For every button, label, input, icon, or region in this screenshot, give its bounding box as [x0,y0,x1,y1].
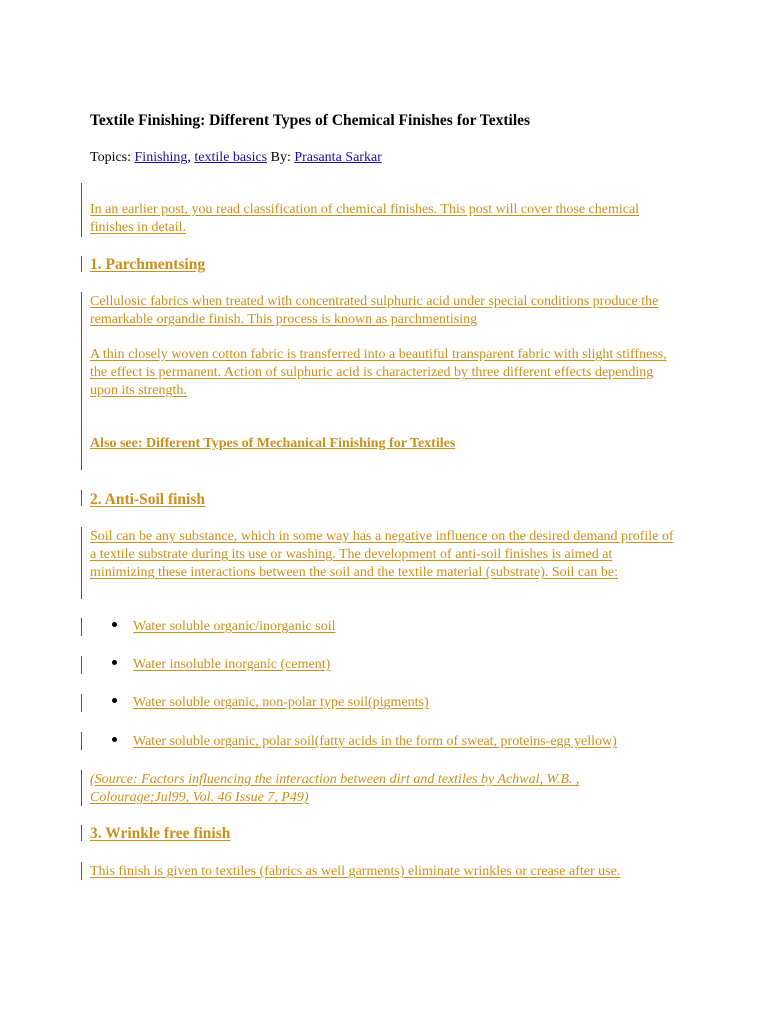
topics-line [90,150,382,166]
list-item [112,734,617,750]
list-item [112,657,330,673]
margin-bar [81,656,82,674]
bullet-icon [112,660,117,665]
parchmentising-paragraph-2 [90,346,680,400]
section-heading-parchmentising[interactable]: 1. Parchmentsing [90,256,206,273]
intro-paragraph [90,201,680,237]
margin-bar [81,256,82,272]
bullet-icon [112,698,117,703]
section-heading-anti-soil[interactable]: 2. Anti-Soil finish [90,491,205,508]
bullet-icon [112,737,117,742]
margin-bar [81,527,82,599]
intro-text[interactable]: In an earlier post, you read classification of chemical finishes. This post will cover those chemical finishes in detail. [90,202,640,235]
paragraph-text[interactable]: This finish is given to textiles (fabrics as well garments) eliminate wrinkles or crease after use. [90,864,621,879]
margin-bar [81,490,82,506]
topic-link-textile-basics[interactable]: textile basics [194,150,268,165]
also-see-link[interactable]: Also see: Different Types of Mechanical Finishing for Textiles [90,436,456,451]
margin-bar [81,183,82,237]
margin-bar [81,770,82,806]
paragraph-text[interactable]: A thin closely woven cotton fabric is transferred into a beautiful transparent fabric with slight stiffness, the effect is permanent. Action of sulphuric acid is characterized by three different effects depending upon its strength. [90,347,667,398]
source-citation [90,771,630,807]
source-text[interactable]: (Source: Factors influencing the interaction between dirt and textiles by Achwal, W.B. , Colourage;Jul99, Vol. 46 Issue 7, P49) [90,772,580,805]
list-item [112,619,335,635]
list-item-text[interactable]: Water soluble organic, polar soil(fatty acids in the form of sweat, proteins-egg yellow) [133,734,617,749]
margin-bar [81,618,82,636]
margin-bar [81,694,82,712]
margin-bar [81,862,82,880]
list-item-text[interactable]: Water soluble organic, non-polar type soil(pigments) [133,695,429,710]
margin-bar [81,732,82,750]
article-title: Textile Finishing: Different Types of Chemical Finishes for Textiles [90,112,531,129]
list-item [112,695,429,711]
section-heading-wrinkle-free[interactable]: 3. Wrinkle free finish [90,825,231,842]
margin-bar [81,292,82,470]
bullet-icon [112,622,117,627]
anti-soil-paragraph [90,528,680,582]
topic-link-finishing[interactable]: Finishing [134,150,188,165]
wrinkle-free-paragraph [90,863,680,881]
by-label: By: [267,150,295,165]
topic-separator: , [187,150,195,165]
topics-label: Topics: [90,150,135,165]
margin-bar [81,825,82,841]
list-item-text[interactable]: Water soluble organic/inorganic soil [133,619,336,634]
parchmentising-paragraph-1 [90,293,680,329]
list-item-text[interactable]: Water insoluble inorganic (cement) [133,657,331,672]
author-link[interactable]: Prasanta Sarkar [294,150,382,165]
paragraph-text[interactable]: Cellulosic fabrics when treated with concentrated sulphuric acid under special conditions produce the remarkable organdie finish. This process is known as parchmentising [90,294,659,327]
paragraph-text[interactable]: Soil can be any substance, which in some way has a negative influence on the desired demand profile of a textile substrate during its use or washing. The development of anti-soil finishes is aimed at minimizing these interactions between the soil and the textile material (substrate). Soil can be: [90,529,674,580]
